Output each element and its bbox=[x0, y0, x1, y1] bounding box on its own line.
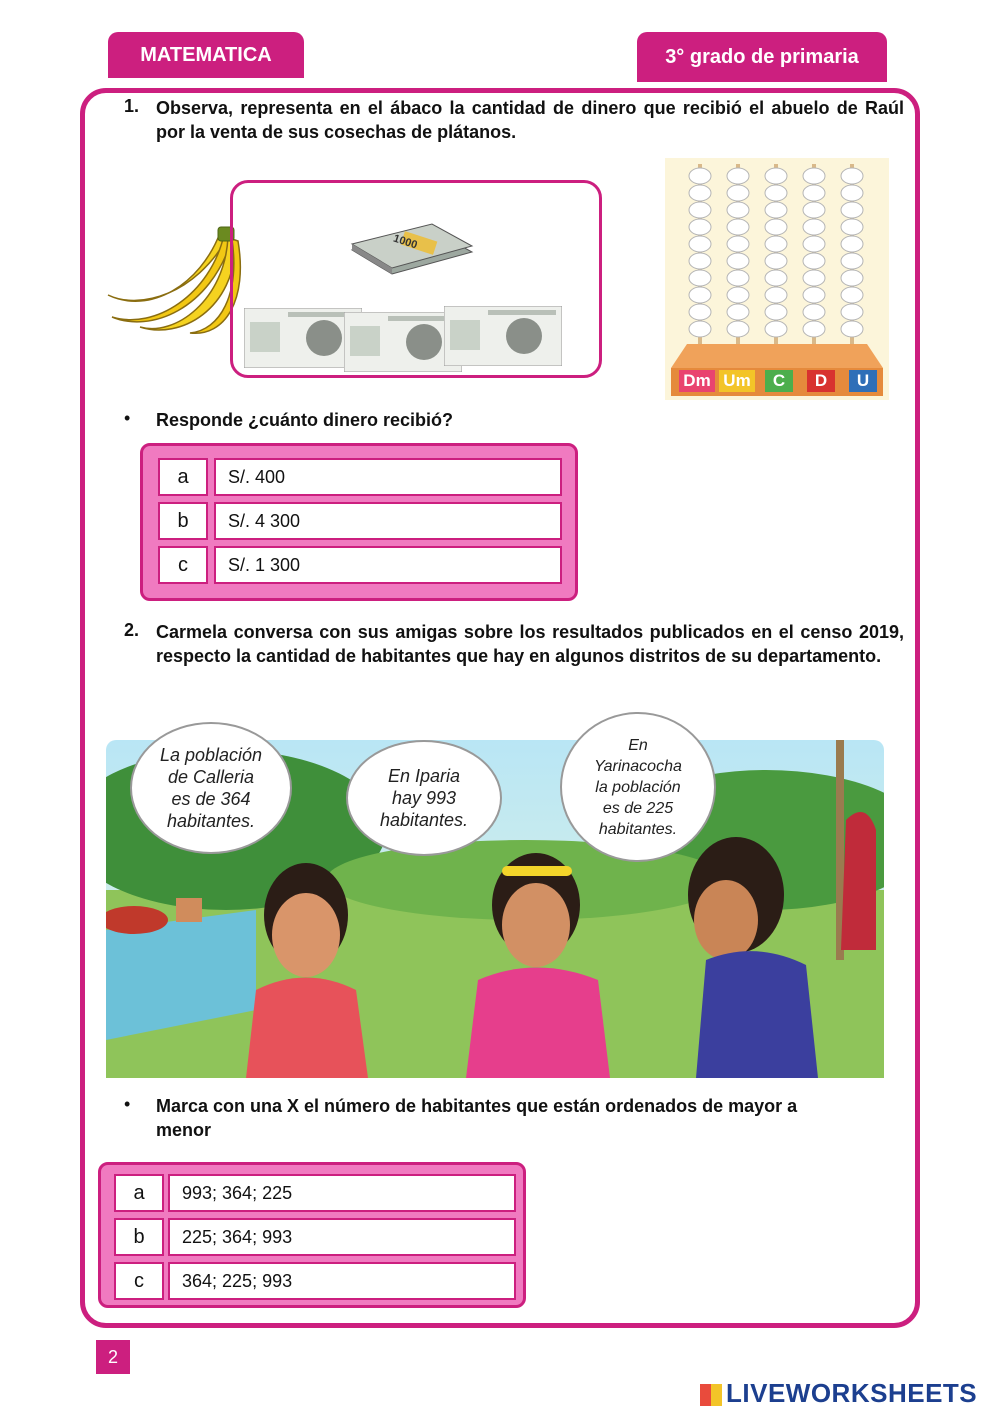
abacus-bead bbox=[765, 321, 787, 337]
q1-option-a-value[interactable]: S/. 400 bbox=[214, 458, 562, 496]
abacus-bead bbox=[803, 185, 825, 201]
banknote-3 bbox=[444, 306, 562, 366]
q2-option-a-value[interactable]: 993; 364; 225 bbox=[168, 1174, 516, 1212]
abacus-bead bbox=[841, 168, 863, 184]
q1-number: 1. bbox=[124, 96, 140, 116]
abacus-bead bbox=[689, 185, 711, 201]
abacus-bead bbox=[841, 287, 863, 303]
abacus-bead bbox=[689, 219, 711, 235]
abacus-bead bbox=[727, 287, 749, 303]
abacus-bead bbox=[727, 219, 749, 235]
bananas-image bbox=[100, 225, 250, 335]
abacus-bead bbox=[765, 202, 787, 218]
abacus-label-c: C bbox=[765, 370, 793, 392]
abacus-bead bbox=[727, 236, 749, 252]
abacus-bead bbox=[841, 202, 863, 218]
q2-option-b[interactable] bbox=[114, 1218, 516, 1256]
abacus-bead bbox=[765, 253, 787, 269]
q2-option-c[interactable] bbox=[114, 1262, 516, 1300]
q2-option-a-letter[interactable]: a bbox=[114, 1174, 164, 1212]
abacus-bead bbox=[727, 321, 749, 337]
abacus-bead bbox=[689, 270, 711, 286]
abacus-label-row bbox=[679, 370, 877, 392]
abacus-label-d: D bbox=[807, 370, 835, 392]
abacus-bead bbox=[841, 236, 863, 252]
q2-text: Carmela conversa con sus amigas sobre los resultados publicados en el censo 2019, respecto la cantidad de habitantes que hay en algunos distritos de su departamento. bbox=[156, 622, 904, 666]
abacus-bead bbox=[765, 185, 787, 201]
subject-tab bbox=[108, 32, 304, 78]
abacus-bead bbox=[765, 168, 787, 184]
q1-option-a[interactable] bbox=[158, 458, 562, 496]
q2-option-b-value[interactable]: 225; 364; 993 bbox=[168, 1218, 516, 1256]
logo-text: LIVEWORKSHEETS bbox=[726, 1378, 978, 1408]
banknote-bundle bbox=[348, 222, 476, 282]
abacus-bead bbox=[727, 253, 749, 269]
speech-bubble-iparia bbox=[346, 740, 502, 856]
abacus-bead bbox=[689, 321, 711, 337]
abacus-bead bbox=[727, 270, 749, 286]
abacus bbox=[665, 158, 889, 400]
abacus-bead bbox=[803, 270, 825, 286]
abacus-bead bbox=[803, 168, 825, 184]
liveworksheets-logo bbox=[700, 1378, 977, 1409]
grade-label: 3° grado de primaria bbox=[665, 45, 859, 68]
abacus-bead bbox=[689, 168, 711, 184]
abacus-bead bbox=[765, 304, 787, 320]
q1-option-a-letter[interactable]: a bbox=[158, 458, 208, 496]
bundle-denomination: 1000 bbox=[391, 232, 419, 252]
abacus-bead bbox=[765, 219, 787, 235]
speech-bubble-calleria-text: La población de Calleria es de 364 habitantes. bbox=[159, 745, 263, 831]
abacus-bead bbox=[689, 304, 711, 320]
abacus-bead bbox=[803, 304, 825, 320]
logo-squares-icon bbox=[700, 1384, 722, 1406]
abacus-frame bbox=[665, 158, 889, 400]
abacus-bead bbox=[841, 270, 863, 286]
q1-option-c-value[interactable]: S/. 1 300 bbox=[214, 546, 562, 584]
speech-bubble-calleria bbox=[130, 722, 292, 854]
page-number: 2 bbox=[96, 1340, 130, 1374]
abacus-bead bbox=[803, 202, 825, 218]
abacus-bead bbox=[841, 321, 863, 337]
q1-option-c-letter[interactable]: c bbox=[158, 546, 208, 584]
q1-option-b-value[interactable]: S/. 4 300 bbox=[214, 502, 562, 540]
abacus-bead bbox=[765, 270, 787, 286]
abacus-bead bbox=[803, 253, 825, 269]
q2-option-a[interactable] bbox=[114, 1174, 516, 1212]
abacus-bead bbox=[689, 202, 711, 218]
abacus-bead bbox=[689, 253, 711, 269]
speech-bubble-iparia-text: En Iparia hay 993 habitantes. bbox=[379, 766, 469, 830]
q1-option-c[interactable] bbox=[158, 546, 562, 584]
abacus-bead bbox=[841, 253, 863, 269]
q1-prompt: Responde ¿cuánto dinero recibió? bbox=[156, 410, 454, 430]
abacus-bead bbox=[765, 236, 787, 252]
abacus-bead bbox=[727, 304, 749, 320]
abacus-bead bbox=[803, 287, 825, 303]
abacus-bead bbox=[727, 185, 749, 201]
abacus-bead bbox=[689, 287, 711, 303]
q1-bullet: • bbox=[124, 408, 131, 428]
abacus-label-u: U bbox=[849, 370, 877, 392]
subject-label: MATEMATICA bbox=[140, 43, 272, 66]
abacus-label-um: Um bbox=[719, 370, 755, 392]
q2-bullet: • bbox=[124, 1094, 131, 1114]
q1-option-b-letter[interactable]: b bbox=[158, 502, 208, 540]
q1-text: Observa, representa en el ábaco la cantidad de dinero que recibió el abuelo de Raúl por la venta de sus cosechas de plátanos. bbox=[156, 98, 904, 142]
abacus-bead bbox=[727, 168, 749, 184]
abacus-bead bbox=[841, 219, 863, 235]
speech-bubble-yarinacocha-text: En Yarinacocha la población es de 225 habitantes. bbox=[594, 736, 682, 838]
abacus-bead bbox=[803, 219, 825, 235]
q1-option-b[interactable] bbox=[158, 502, 562, 540]
q2-option-c-letter[interactable]: c bbox=[114, 1262, 164, 1300]
abacus-bead bbox=[765, 287, 787, 303]
abacus-bead bbox=[803, 321, 825, 337]
abacus-bead bbox=[689, 236, 711, 252]
q2-number: 2. bbox=[124, 620, 140, 640]
q2-option-c-value[interactable]: 364; 225; 993 bbox=[168, 1262, 516, 1300]
abacus-bead bbox=[841, 185, 863, 201]
abacus-label-dm: Dm bbox=[679, 370, 715, 392]
q2-option-b-letter[interactable]: b bbox=[114, 1218, 164, 1256]
q2-prompt: Marca con una X el número de habitantes que están ordenados de mayor a menor bbox=[156, 1096, 798, 1140]
abacus-bead bbox=[803, 236, 825, 252]
abacus-bead bbox=[841, 304, 863, 320]
speech-bubble-yarinacocha bbox=[560, 712, 716, 862]
abacus-bead bbox=[727, 202, 749, 218]
grade-tab bbox=[637, 32, 887, 82]
